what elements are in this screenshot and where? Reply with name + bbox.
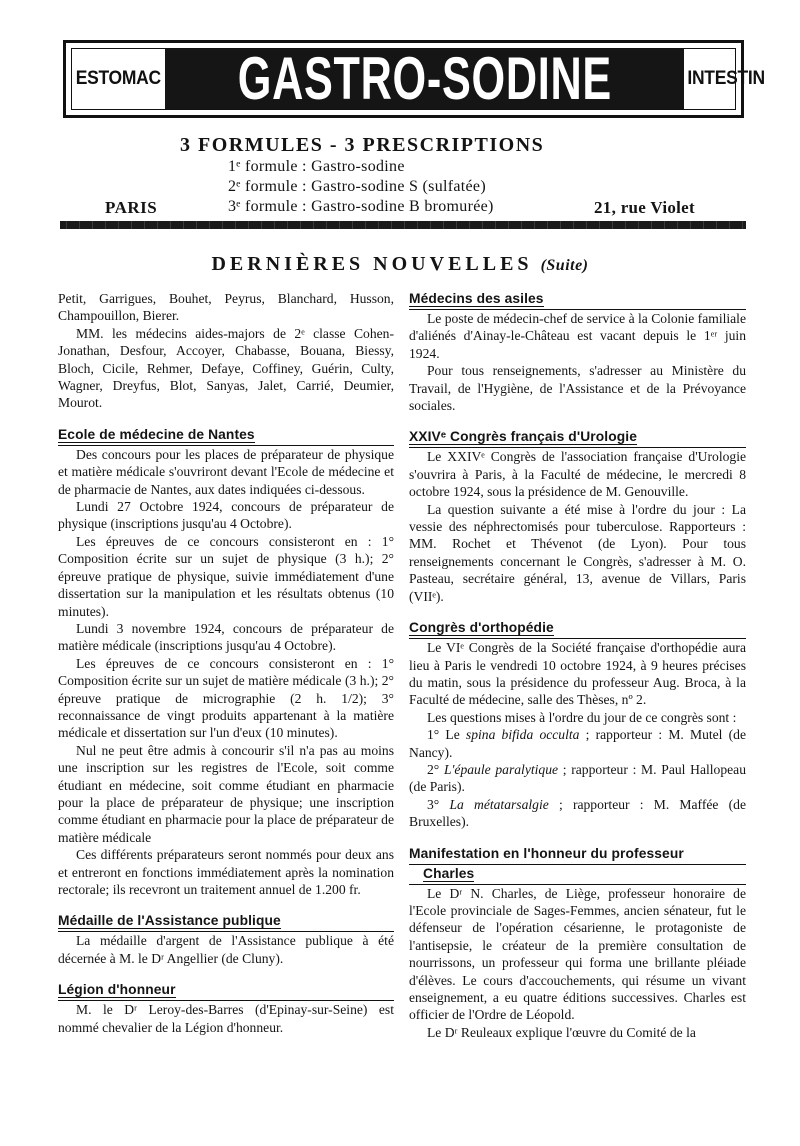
section-title-text: DERNIÈRES NOUVELLES [211,253,533,275]
brand-name: GASTRO-SODINE [237,45,612,112]
ortho-q3-rest: ; rapporteur : M. Maffée (de Bruxelles). [409,796,746,830]
urologie-paragraph-2: La question suivante a été mise à l'ordre du jour : La vessie des néphrectomisés pour tuberculose. Rapporteurs : MM. Rochet et Thévenot (de Lyon). Pour tous renseignements concernant le Congrès, s'adresser à M. O. Pasteau, secrétaire général, 13, avenue de Villars, Paris (VIIᵉ). [409,501,746,604]
asiles-heading [409,290,746,308]
ad-city: PARIS [105,198,158,217]
brand-block [165,45,685,112]
intro-paragraph-1: Petit, Garrigues, Bouhet, Peyrus, Blanchard, Husson, Champouillon, Bierer. [58,291,394,324]
formulas-title: 3 FORMULES - 3 PRESCRIPTIONS [180,134,545,156]
nantes-heading [58,426,394,444]
section-title [0,253,800,276]
ortho-q1-topic: spina bifida occulta [465,727,580,743]
ortho-q1-num: 1° Le [427,727,466,743]
nantes-paragraph-7: Ces différents préparateurs seront nommés pour deux ans et entreront en fonctions immédiatement après la nomination rectorale; ils recevront un traitement annuel de 1.200 fr. [58,847,394,897]
intro-paragraph-2: MM. les médecins aides-majors de 2ᵉ classe Cohen-Jonathan, Desfour, Accoyer, Chabasse, Bouana, Biessy, Bloch, Cicile, Rehmer, Defaye, Coffiney, Guérin, Culty, Wagner, Dreyfus, Blot, Sanyas, Jalet, Carrié, Deumier, Mourot. [58,325,394,411]
legion-paragraph-1: M. le Dʳ Leroy-des-Barres (d'Epinay-sur-Seine) est nommé chevalier de la Légion d'honneur. [58,1002,394,1035]
formula-line-2: 2ᵉ formule : Gastro-sodine S (sulfatée) [228,178,486,195]
formula-line-3: 3ᵉ formule : Gastro-sodine B bromurée) [228,198,494,215]
charles-paragraph-1: Le Dʳ N. Charles, de Liège, professeur honoraire de l'Ecole provinciale de Sages-Femmes, ancien sénateur, fut le défenseur de l'opération césarienne, le protagoniste de l'antisepsie, le créateur de la première consultation de nourrissons, un professeur qui forma une brillante pléiade d'élèves. Le cours d'accouchements, qui résume un vivant enseignement, a eu quatre éditions successives. Charles est officier de l'Ordre de Léopold. [409,885,746,1023]
ortho-question-2 [409,761,746,796]
nantes-paragraph-1: Des concours pour les places de préparateur de physique et matière médicale s'ouvriront devant l'Ecole de médecine et de pharmacie de Nantes, aux dates indiquées ci-dessous. [58,446,394,497]
medaille-paragraph-1: La médaille d'argent de l'Assistance publique à été décernée à M. le Dʳ Angellier (de Cluny). [58,933,394,966]
right-column [409,290,746,1041]
ad-right-label: INTESTIN [687,68,766,89]
ad-left-label: ESTOMAC [75,68,161,89]
ortho-q2-topic: L'épaule paralytique [443,761,559,777]
ad-banner [63,40,766,118]
medaille-heading [58,912,394,930]
legion-heading [58,981,394,999]
ortho-heading [409,619,746,637]
section-title-suite: (Suite) [540,257,589,274]
ad-address: 21, rue Violet [594,198,695,217]
ortho-question-3 [409,796,746,831]
nantes-paragraph-2: Lundi 27 Octobre 1924, concours de préparateur de physique (inscriptions jusqu'au 4 Octobre). [58,499,394,532]
ortho-q3-topic: La métatarsalgie [449,796,549,812]
ortho-q3-num: 3° [427,796,450,812]
ortho-question-1 [409,726,746,761]
formula-line-1: 1ᵉ formule : Gastro-sodine [228,158,405,175]
legion-heading-text: Légion d'honneur [58,982,176,998]
ad-divider-rule [60,221,746,229]
medaille-heading-text: Médaille de l'Assistance publique [58,913,281,929]
nantes-heading-text: Ecole de médecine de Nantes [58,426,255,442]
urologie-heading [409,428,746,446]
charles-heading [409,845,746,863]
ortho-q2-rest: ; rapporteur : M. Paul Hallopeau (de Paris). [409,761,746,795]
nantes-paragraph-5: Les épreuves de ce concours consisteront en : 1° Composition écrite sur un sujet de matière médicale (3 h.); 2° épreuve pratique de micrographie (2 h. 1/2); 3° reconnaissance de vingt produits appartenant à la matière médicale et dissertation sur l'un d'eux (10 minutes). [58,655,394,741]
charles-heading-line-2: Charles [423,865,475,881]
charles-paragraph-2: Le Dʳ Reuleaux explique l'œuvre du Comité de la [427,1024,696,1040]
nantes-paragraph-3: Les épreuves de ce concours consisteront en : 1° Composition écrite sur un sujet de physique (3 h.); 2° épreuve pratique de physique, suivie immédiatement d'une dissertation sur la manipulation et les résultats obtenus (10 minutes). [58,533,394,619]
ortho-paragraph-2: Les questions mises à l'ordre du jour de ce congrès sont : [427,709,737,725]
charles-heading-line-1: Manifestation en l'honneur du professeur [409,845,684,861]
asiles-heading-text: Médecins des asiles [409,291,544,306]
nantes-paragraph-4: Lundi 3 novembre 1924, concours de préparateur de matière médicale (inscriptions jusqu'au 4 Octobre). [58,620,394,654]
left-column [58,290,394,1036]
ortho-q1-rest: ; rapporteur : M. Mutel (de Nancy). [409,727,746,760]
asiles-paragraph-2: Pour tous renseignements, s'adresser au Ministère du Travail, de l'Hygiène, de l'Assistance et de la Prévoyance sociales. [409,363,746,414]
ad-banner-inner [71,45,766,112]
nantes-paragraph-6: Nul ne peut être admis à concourir s'il n'a pas au moins une inscription sur les registres de l'Ecole, soit comme étudiant en médecine, soit comme étudiant en pharmacie pour la place de préparateur de physique; une inscription comme étudiant en pharmacie pour la place de préparateur de matière médicale [58,742,394,845]
urologie-paragraph-1: Le XXIVᵉ Congrès de l'association française d'Urologie s'ouvrira à Paris, à la Faculté de médecine, le mercredi 8 octobre 1924, sous la présidence de M. Genouville. [409,449,746,500]
urologie-heading-text: XXIVᵉ Congrès français d'Urologie [409,429,637,445]
asiles-paragraph-1: Le poste de médecin-chef de service à la Colonie familiale d'aliénés d'Ainay-le-Château est vacant depuis le 1ᵉʳ juin 1924. [409,311,746,361]
ortho-paragraph-1: Le VIᵉ Congrès de la Société française d'orthopédie aura lieu à Paris le vendredi 10 octobre 1924, à 9 heures précises du matin, sous la présidence du professeur Aug. Broca, à la Faculté de médecine, salle des Thèses, nº 2. [409,640,746,708]
ortho-heading-text: Congrès d'orthopédie [409,620,554,636]
ortho-q2-num: 2° [427,761,444,777]
charles-heading-second [409,865,746,883]
